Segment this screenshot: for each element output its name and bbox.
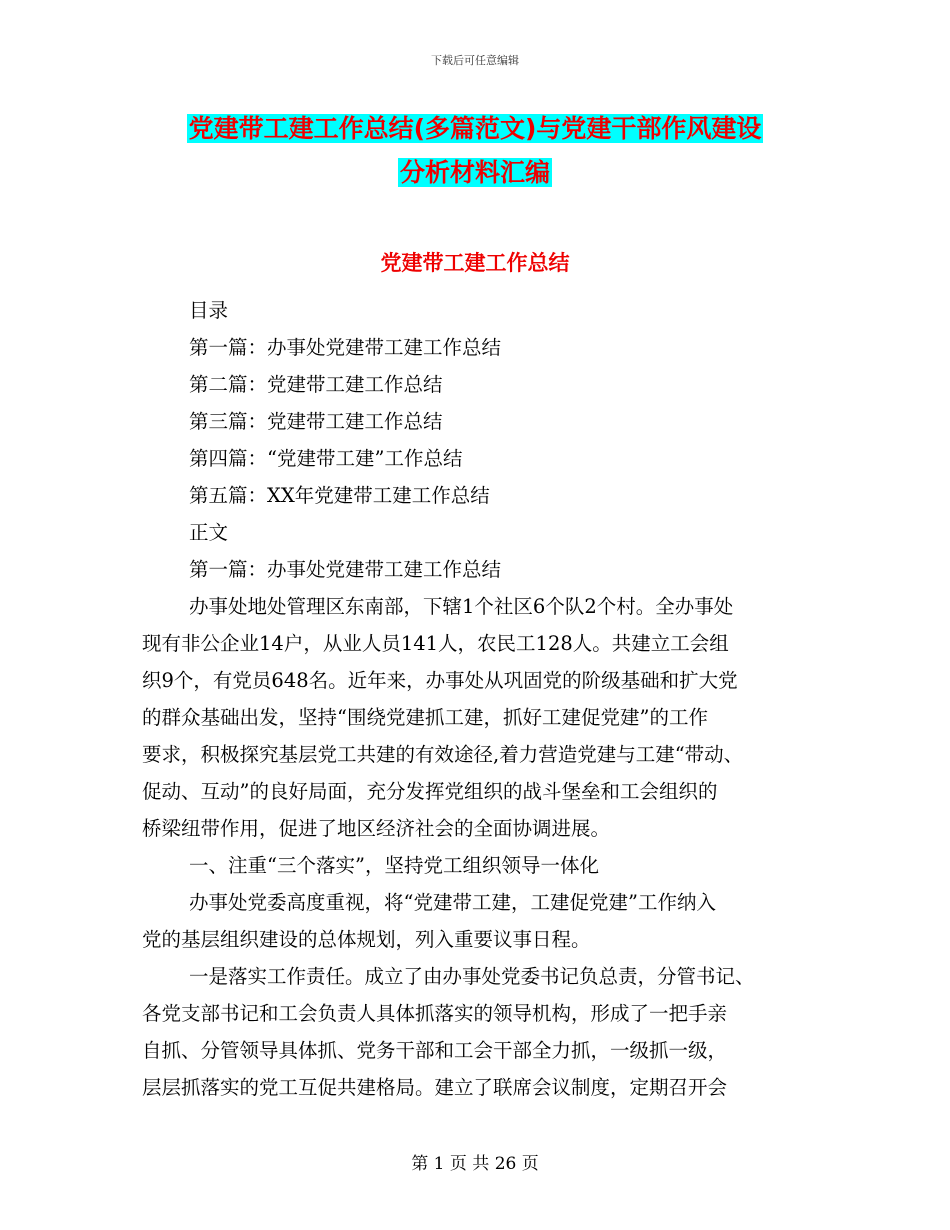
toc-heading: 目录 [189,299,229,322]
chapter-heading: 第一篇：办事处党建带工建工作总结 [189,558,502,581]
paragraph-line: 现有非公企业14户，从业人员141人，农民工128人。共建立工会组 [142,632,729,655]
paragraph-line: 的群众基础出发，坚持“围绕党建抓工建，抓好工建促党建”的工作 [142,706,708,729]
document-title-line-1 [0,112,950,146]
document-body [142,292,822,1106]
paragraph-line: 促动、互动”的良好局面，充分发挥党组织的战斗堡垒和工会组织的 [142,780,718,803]
toc-item: 第三篇：党建带工建工作总结 [189,410,443,433]
paragraph-line: 桥梁纽带作用，促进了地区经济社会的全面协调进展。 [142,817,611,840]
document-title-line-2 [0,156,950,190]
paragraph-line: 织9个，有党员648名。近年来，办事处从巩固党的阶级基础和扩大党 [142,669,738,692]
toc-item: 第二篇：党建带工建工作总结 [189,373,443,396]
paragraph-line: 办事处党委高度重视，将“党建带工建，工建促党建”工作纳入 [189,891,716,914]
paragraph-line: 一是落实工作责任。成立了由办事处党委书记负总责，分管书记、 [189,965,755,988]
toc-item: 第四篇：“党建带工建”工作总结 [189,447,463,470]
header-note: 下载后可任意编辑 [431,54,519,67]
section-title: 党建带工建工作总结 [380,251,570,275]
paragraph-line: 要求，积极探究基层党工共建的有效途径,着力营造党建与工建“带动、 [142,743,744,766]
document-title-line-2-text: 分析材料汇编 [399,158,550,187]
paragraph-line: 自抓、分管领导具体抓、党务干部和工会干部全力抓，一级抓一级， [142,1039,728,1062]
paragraph-line: 党的基层组织建设的总体规划，列入重要议事日程。 [142,928,591,951]
document-title-line-1-text: 党建带工建工作总结(多篇范文)与党建干部作风建设 [188,114,762,143]
toc-item: 第五篇：XX年党建带工建工作总结 [189,484,490,507]
toc-item: 第一篇：办事处党建带工建工作总结 [189,336,502,359]
subsection-heading: 一、注重“三个落实”，坚持党工组织领导一体化 [189,854,599,877]
page-footer: 第 1 页 共 26 页 [411,1154,539,1174]
paragraph-line: 各党支部书记和工会负责人具体抓落实的领导机构，形成了一把手亲 [142,1002,728,1025]
paragraph-line: 层层抓落实的党工互促共建格局。建立了联席会议制度，定期召开会 [142,1076,728,1099]
paragraph-line: 办事处地处管理区东南部，下辖1个社区6个队2个村。全办事处 [189,595,734,618]
body-heading: 正文 [189,521,229,544]
